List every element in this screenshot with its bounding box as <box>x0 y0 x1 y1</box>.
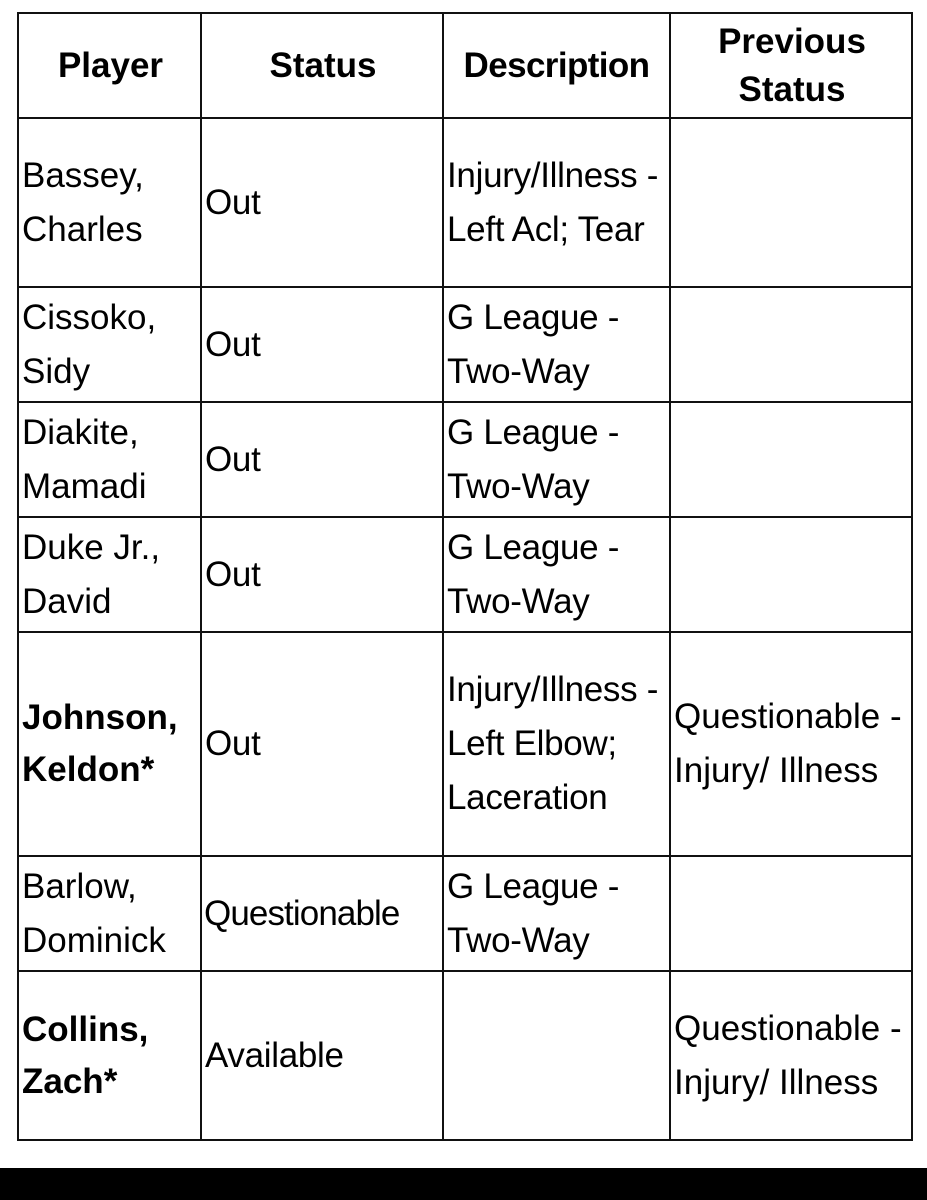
description-cell: G League - Two-Way <box>443 517 670 632</box>
description-cell: G League - Two-Way <box>443 287 670 402</box>
table-row <box>18 287 912 402</box>
table-row <box>18 402 912 517</box>
header-description: Description <box>443 13 670 118</box>
header-player: Player <box>18 13 201 118</box>
table-row <box>18 118 912 287</box>
injury-report-table <box>17 12 913 1141</box>
header-previous-status: Previous Status <box>670 13 912 118</box>
previous-status-cell <box>670 856 912 971</box>
status-cell: Out <box>201 517 443 632</box>
previous-status-cell <box>670 402 912 517</box>
header-row <box>18 13 912 118</box>
previous-status-cell: Questionable - Injury/ Illness <box>670 971 912 1140</box>
description-cell: G League - Two-Way <box>443 856 670 971</box>
player-cell: Collins, Zach* <box>18 971 201 1140</box>
description-cell <box>443 971 670 1140</box>
table-row <box>18 517 912 632</box>
player-cell: Bassey, Charles <box>18 118 201 287</box>
status-cell: Out <box>201 632 443 856</box>
previous-status-cell: Questionable - Injury/ Illness <box>670 632 912 856</box>
previous-status-cell <box>670 287 912 402</box>
status-cell: Questionable <box>201 856 443 971</box>
table-row <box>18 632 912 856</box>
player-cell: Barlow, Dominick <box>18 856 201 971</box>
previous-status-cell <box>670 517 912 632</box>
table-row <box>18 856 912 971</box>
bottom-black-bar <box>0 1168 927 1200</box>
description-cell: Injury/Illness - Left Acl; Tear <box>443 118 670 287</box>
status-cell: Out <box>201 402 443 517</box>
header-status: Status <box>201 13 443 118</box>
description-cell: Injury/Illness - Left Elbow; Laceration <box>443 632 670 856</box>
player-cell: Cissoko, Sidy <box>18 287 201 402</box>
player-cell: Diakite, Mamadi <box>18 402 201 517</box>
table-row <box>18 971 912 1140</box>
player-cell: Duke Jr., David <box>18 517 201 632</box>
status-cell: Available <box>201 971 443 1140</box>
status-cell: Out <box>201 118 443 287</box>
description-cell: G League - Two-Way <box>443 402 670 517</box>
status-cell: Out <box>201 287 443 402</box>
previous-status-cell <box>670 118 912 287</box>
player-cell: Johnson, Keldon* <box>18 632 201 856</box>
